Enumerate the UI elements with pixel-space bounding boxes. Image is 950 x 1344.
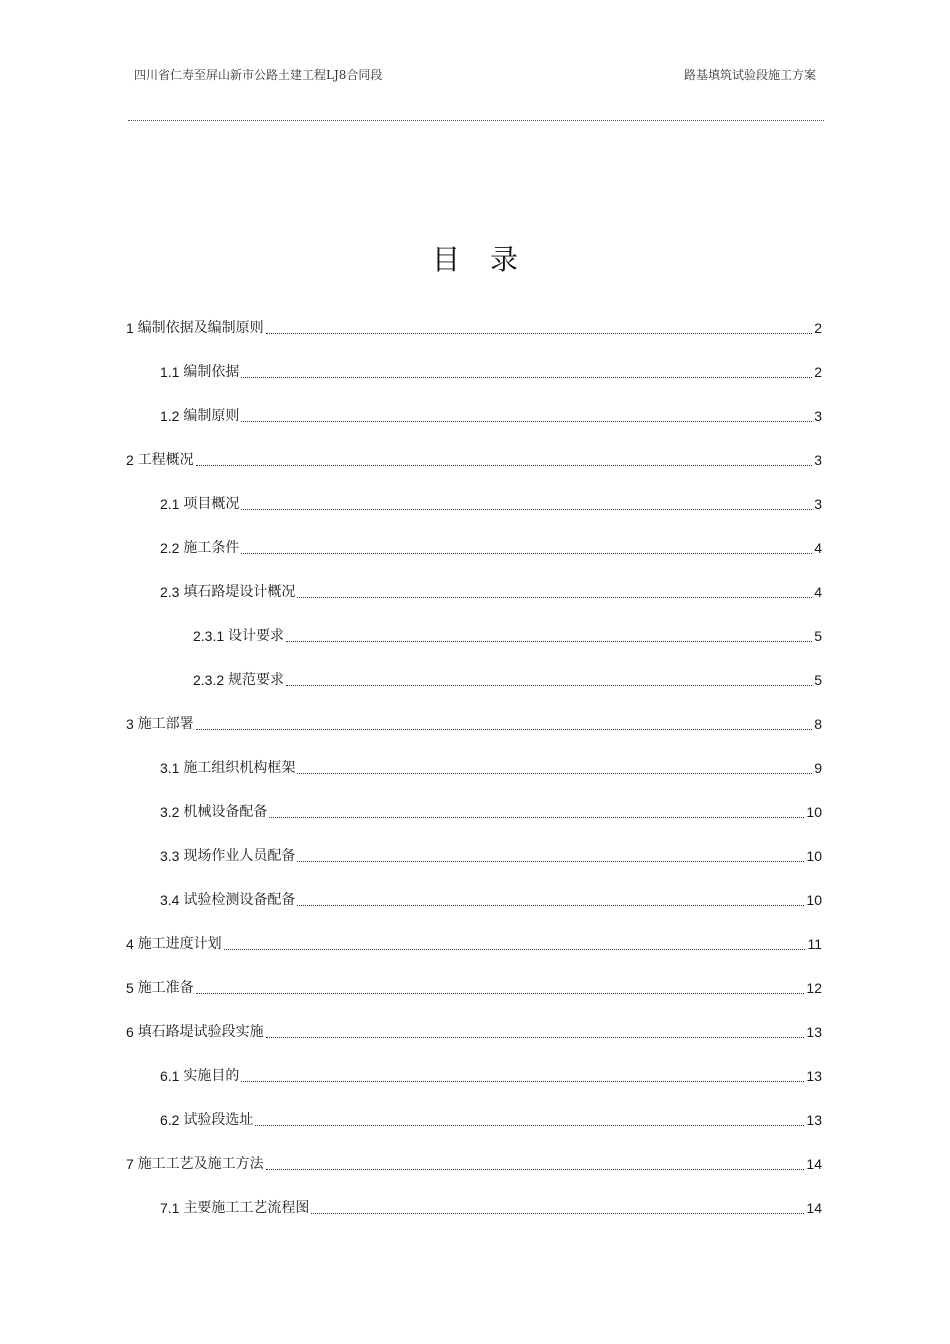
toc-entry-number: 6	[126, 1024, 138, 1040]
toc-entry-title: 填石路堤设计概况	[183, 584, 296, 600]
toc-entry[interactable]	[160, 492, 822, 514]
toc-entry[interactable]	[126, 932, 822, 954]
toc-entry-title: 施工进度计划	[137, 936, 222, 952]
toc-dot-leader	[286, 685, 812, 686]
toc-dot-leader	[266, 333, 813, 334]
toc-entry-title: 编制原则	[183, 408, 240, 424]
toc-entry-number: 2	[126, 452, 138, 468]
toc-entry-page-number: 8	[814, 716, 822, 732]
toc-entry-number: 7.1	[160, 1200, 184, 1216]
toc-entry[interactable]	[160, 800, 822, 822]
toc-entry-page-number: 10	[806, 804, 822, 820]
toc-entry[interactable]	[160, 536, 822, 558]
toc-entry[interactable]	[193, 668, 822, 690]
toc-entry-title: 设计要求	[228, 628, 285, 644]
toc-entry-title: 现场作业人员配备	[183, 848, 296, 864]
toc-dot-leader	[266, 1169, 805, 1170]
toc-dot-leader	[255, 1125, 804, 1126]
toc-dot-leader	[241, 421, 812, 422]
toc-entry-number: 2.2	[160, 540, 184, 556]
toc-dot-leader	[311, 1213, 804, 1214]
toc-entry-page-number: 14	[806, 1156, 822, 1172]
toc-entry-title: 施工准备	[137, 980, 194, 996]
toc-dot-leader	[297, 597, 812, 598]
toc-dot-leader	[266, 1037, 805, 1038]
toc-entry-number: 1	[126, 320, 138, 336]
toc-entry[interactable]	[193, 624, 822, 646]
toc-entry[interactable]	[126, 1152, 822, 1174]
toc-dot-leader	[297, 773, 812, 774]
toc-entry[interactable]	[126, 316, 822, 338]
toc-entry-title: 施工条件	[183, 540, 240, 556]
toc-entry-page-number: 5	[814, 628, 822, 644]
header-project-name: 四川省仁寿至屏山新市公路土建工程LJ8合同段	[134, 68, 383, 82]
toc-dot-leader	[241, 377, 812, 378]
toc-entry-number: 5	[126, 980, 138, 996]
toc-entry-title: 项目概况	[183, 496, 240, 512]
header-document-title: 路基填筑试验段施工方案	[683, 68, 816, 82]
toc-entry[interactable]	[160, 1196, 822, 1218]
toc-entry[interactable]	[160, 580, 822, 602]
toc-entry-page-number: 12	[806, 980, 822, 996]
toc-entry-page-number: 9	[814, 760, 822, 776]
toc-entry[interactable]	[126, 712, 822, 734]
toc-entry[interactable]	[160, 844, 822, 866]
toc-entry[interactable]	[160, 756, 822, 778]
toc-entry-page-number: 10	[806, 892, 822, 908]
toc-dot-leader	[196, 729, 813, 730]
toc-entry-number: 1.2	[160, 408, 184, 424]
toc-entry-page-number: 4	[814, 540, 822, 556]
toc-entry-number: 2.3.1	[193, 628, 229, 644]
toc-entry-title: 实施目的	[183, 1068, 240, 1084]
toc-dot-leader	[241, 1081, 804, 1082]
toc-entry-number: 2.3	[160, 584, 184, 600]
toc-entry[interactable]	[126, 448, 822, 470]
toc-entry[interactable]	[160, 404, 822, 426]
toc-entry[interactable]	[126, 976, 822, 998]
toc-entry-page-number: 2	[814, 364, 822, 380]
toc-entry[interactable]	[160, 888, 822, 910]
toc-entry[interactable]	[126, 1020, 822, 1042]
toc-entry-title: 施工组织机构框架	[183, 760, 296, 776]
toc-entry-page-number: 4	[814, 584, 822, 600]
toc-dot-leader	[224, 949, 806, 950]
toc-entry-title: 主要施工工艺流程图	[183, 1200, 310, 1216]
toc-entry-number: 4	[126, 936, 138, 952]
toc-entry-page-number: 10	[806, 848, 822, 864]
toc-dot-leader	[269, 817, 804, 818]
toc-entry-title: 编制依据及编制原则	[137, 320, 264, 336]
toc-entry-number: 3.4	[160, 892, 184, 908]
toc-entry-number: 7	[126, 1156, 138, 1172]
toc-dot-leader	[286, 641, 812, 642]
toc-entry-page-number: 3	[814, 408, 822, 424]
toc-entry-number: 3.3	[160, 848, 184, 864]
toc-entry[interactable]	[160, 360, 822, 382]
toc-entry-page-number: 3	[814, 496, 822, 512]
toc-entry-number: 2.1	[160, 496, 184, 512]
toc-entry-title: 施工工艺及施工方法	[137, 1156, 264, 1172]
toc-entry-number: 1.1	[160, 364, 184, 380]
toc-entry-number: 3.2	[160, 804, 184, 820]
toc-title: 目录	[431, 243, 548, 276]
toc-dot-leader	[297, 861, 804, 862]
toc-dot-leader	[196, 993, 805, 994]
toc-entry-page-number: 14	[806, 1200, 822, 1216]
toc-entry-title: 编制依据	[183, 364, 240, 380]
toc-entry-page-number: 11	[807, 936, 822, 952]
toc-entry-page-number: 5	[814, 672, 822, 688]
toc-entry-page-number: 13	[806, 1068, 822, 1084]
toc-entry-title: 机械设备配备	[183, 804, 268, 820]
toc-entry[interactable]	[160, 1064, 822, 1086]
toc-entry-title: 施工部署	[137, 716, 194, 732]
toc-entry-number: 3	[126, 716, 138, 732]
toc-dot-leader	[241, 553, 812, 554]
toc-entry-title: 工程概况	[137, 452, 194, 468]
toc-entry-page-number: 13	[806, 1112, 822, 1128]
toc-entry-page-number: 13	[806, 1024, 822, 1040]
toc-entry-page-number: 2	[814, 320, 822, 336]
toc-entry-page-number: 3	[814, 452, 822, 468]
toc-dot-leader	[241, 509, 812, 510]
toc-entry-number: 6.2	[160, 1112, 184, 1128]
toc-dot-leader	[196, 465, 813, 466]
toc-entry-title: 规范要求	[228, 672, 285, 688]
toc-entry-number: 3.1	[160, 760, 184, 776]
toc-entry-title: 填石路堤试验段实施	[137, 1024, 264, 1040]
toc-entry-number: 2.3.2	[193, 672, 229, 688]
toc-entry-title: 试验检测设备配备	[183, 892, 296, 908]
toc-dot-leader	[297, 905, 804, 906]
toc-entry-title: 试验段选址	[183, 1112, 254, 1128]
toc-entry[interactable]	[160, 1108, 822, 1130]
toc-entry-number: 6.1	[160, 1068, 184, 1084]
